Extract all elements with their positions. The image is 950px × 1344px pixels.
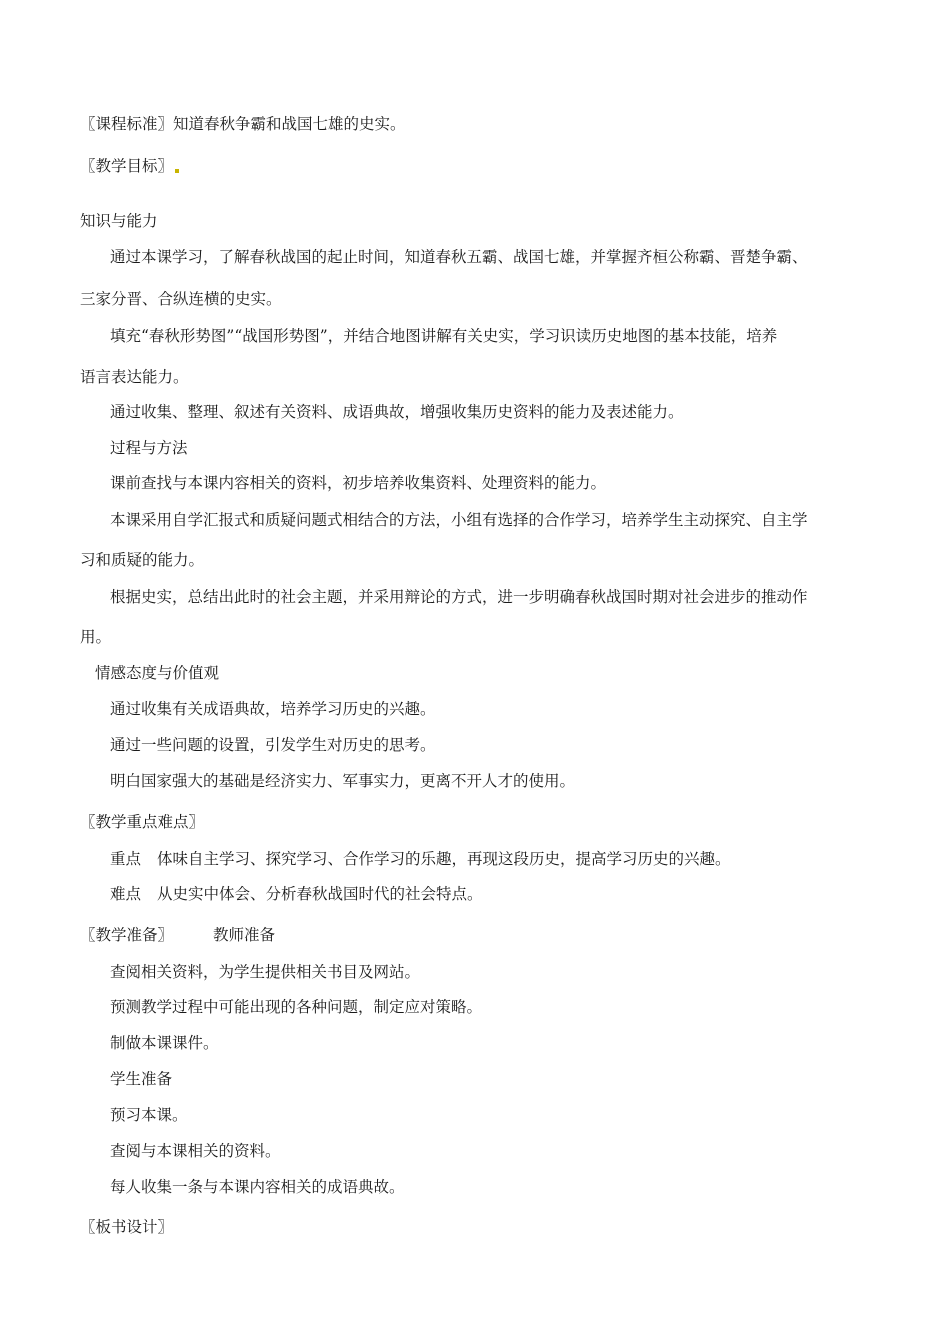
knowledge-paragraph-1-line-1: 通过本课学习，了解春秋战国的起止时间，知道春秋五霸、战国七雄，并掌握齐桓公称霸、晋楚争霸、 [110, 248, 808, 266]
process-paragraph-3-line-2: 用。 [80, 628, 112, 646]
teacher-prep-item-1: 查阅相关资料，为学生提供相关书目及网站。 [110, 963, 421, 981]
teaching-goals-heading [80, 156, 179, 176]
teacher-preparation-title: 教师准备 [213, 926, 276, 944]
standard-text: 知道春秋争霸和战国七雄的史实。 [173, 115, 406, 133]
emotion-paragraph-2: 通过一些问题的设置，引发学生对历史的思考。 [110, 736, 436, 754]
process-paragraph-2-line-1: 本课采用自学汇报式和质疑问题式相结合的方法，小组有选择的合作学习，培养学生主动探究、自主学 [110, 511, 808, 529]
student-preparation-title: 学生准备 [110, 1070, 173, 1088]
student-prep-item-2: 查阅与本课相关的资料。 [110, 1142, 281, 1160]
board-design-heading: 〖板书设计〗 [80, 1218, 174, 1236]
teacher-prep-item-3: 制做本课课件。 [110, 1034, 219, 1052]
process-paragraph-1: 课前查找与本课内容相关的资料，初步培养收集资料、处理资料的能力。 [110, 474, 607, 492]
knowledge-title: 知识与能力 [80, 212, 158, 230]
emotion-paragraph-3: 明白国家强大的基础是经济实力、军事实力，更离不开人才的使用。 [110, 772, 576, 790]
knowledge-paragraph-3: 通过收集、整理、叙述有关资料、成语典故，增强收集历史资料的能力及表述能力。 [110, 403, 684, 421]
difficult-point-text: 从史实中体会、分析春秋战国时代的社会特点。 [157, 885, 483, 903]
emotion-paragraph-1: 通过收集有关成语典故，培养学习历史的兴趣。 [110, 700, 436, 718]
student-prep-item-3: 每人收集一条与本课内容相关的成语典故。 [110, 1178, 405, 1196]
section-heading: 〖课程标准〗 [80, 115, 174, 133]
key-point-line [110, 849, 731, 869]
process-paragraph-2-line-2: 习和质疑的能力。 [80, 551, 205, 569]
difficult-point-label: 难点 [110, 885, 142, 903]
process-title: 过程与方法 [110, 439, 188, 457]
preparation-line [80, 925, 275, 945]
curriculum-standard-line [80, 114, 406, 134]
emotion-title: 情感态度与价值观 [95, 664, 220, 682]
knowledge-paragraph-2-line-1: 填充“春秋形势图”“战国形势图”，并结合地图讲解有关史实，学习识读历史地图的基本技能，培养 [110, 327, 778, 345]
key-point-label: 重点 [110, 850, 142, 868]
student-prep-item-1: 预习本课。 [110, 1106, 188, 1124]
key-points-heading: 〖教学重点难点〗 [80, 813, 205, 831]
teacher-prep-item-2: 预测教学过程中可能出现的各种问题，制定应对策略。 [110, 998, 483, 1016]
decorative-dot [175, 169, 179, 173]
preparation-heading: 〖教学准备〗 [80, 926, 174, 944]
difficult-point-line [110, 884, 483, 904]
knowledge-paragraph-1-line-2: 三家分晋、合纵连横的史实。 [80, 290, 282, 308]
process-paragraph-3-line-1: 根据史实，总结出此时的社会主题，并采用辩论的方式，进一步明确春秋战国时期对社会进步的推动作 [110, 588, 808, 606]
key-point-text: 体味自主学习、探究学习、合作学习的乐趣，再现这段历史，提高学习历史的兴趣。 [157, 850, 731, 868]
knowledge-paragraph-2-line-2: 语言表达能力。 [80, 368, 189, 386]
section-heading: 〖教学目标〗 [80, 157, 174, 175]
